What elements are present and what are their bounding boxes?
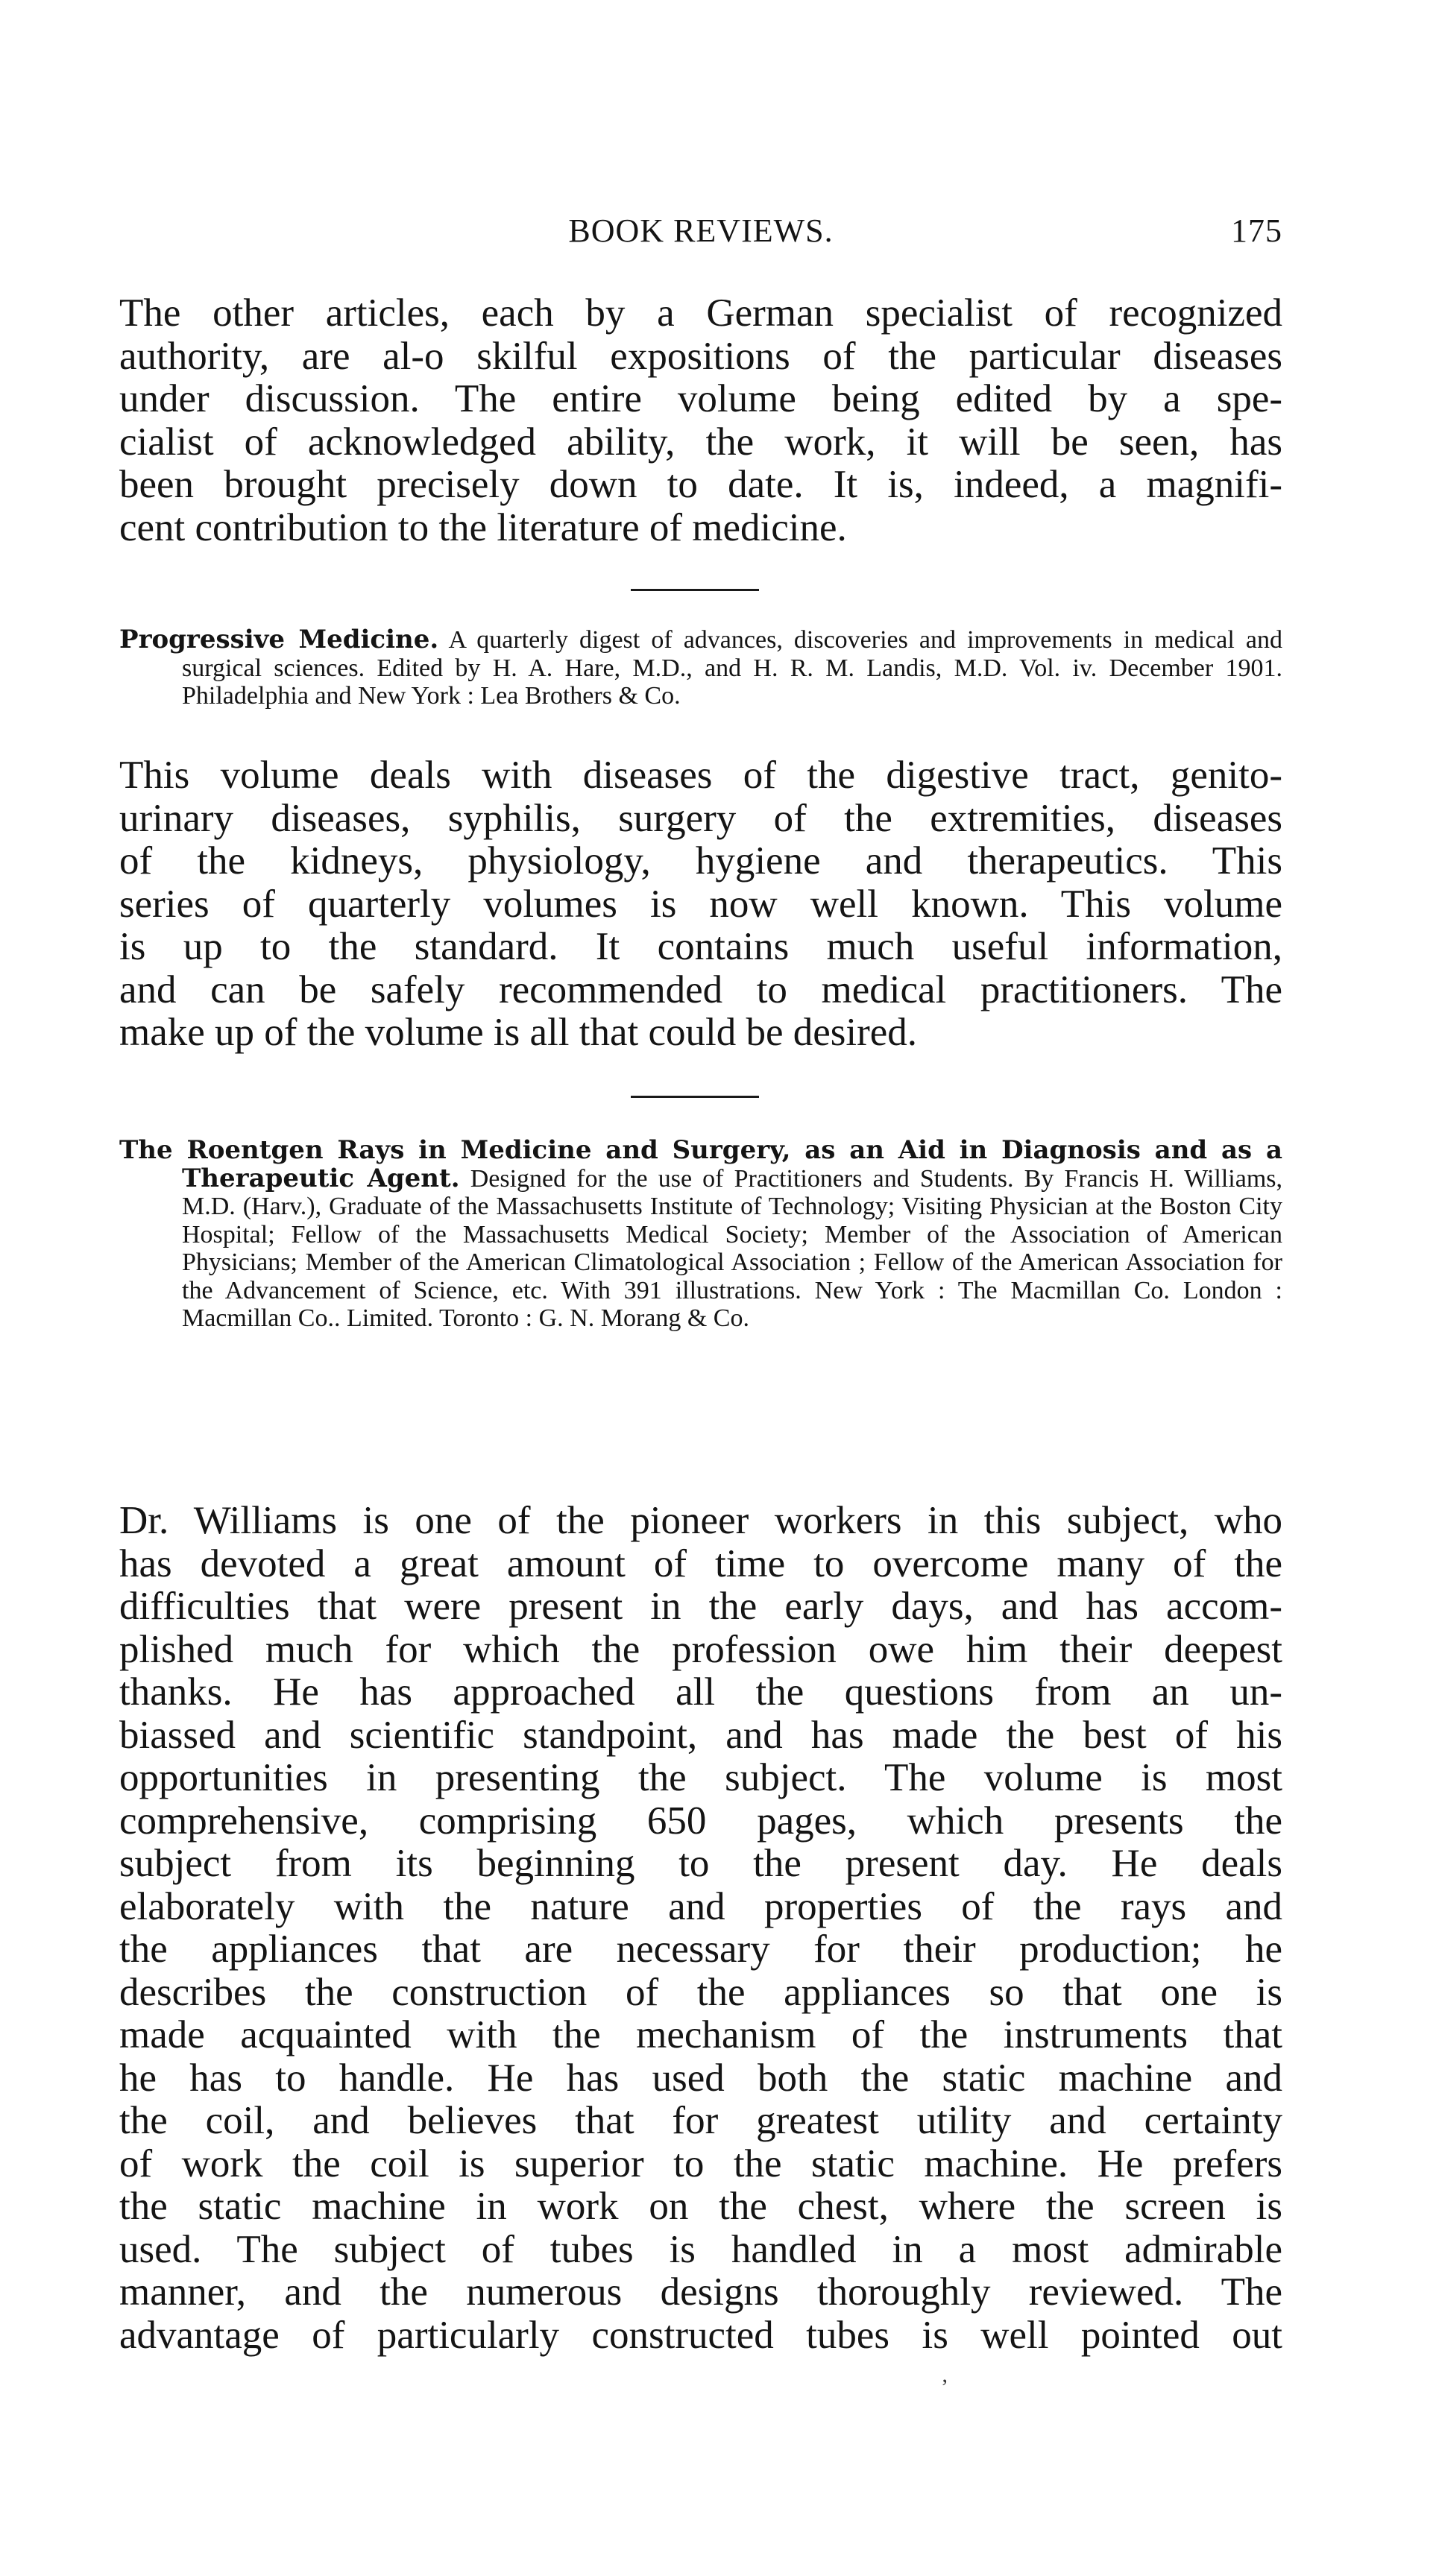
text-line: is up to the standard. It contains much useful information, [119,925,1282,968]
text-line: the coil, and believes that for greatest utility and certainty [119,2099,1282,2142]
citation-text: Designed for the use of Practitioners and Students. By Francis H. Williams, M.D. (Harv.), Graduate of the Massachusetts Institute of Technology; Visiting Physician at the Boston City Hospital; Fellow of the Massachusetts Medical Society; Member of the Association of American Physicians; Member of the American Climatological Association ; Fellow of the American Association for the Advancement of Science, etc. With 391 illustrations. New York : The Macmillan Co. London : Macmillan Co.. Limited. Toronto : G. N. Morang & Co. [182,1164,1283,1332]
text-line: cialist of acknowledged ability, the work, it will be seen, has [119,420,1282,464]
review-progressive-medicine [119,626,1282,710]
section-divider [631,1096,759,1098]
text-line: of work the coil is superior to the static machine. He prefers [119,2141,1282,2185]
text-line: subject from its beginning to the present day. He deals [119,1842,1282,1885]
ink-mark: ’ [941,2375,948,2399]
text-line: thanks. He has approached all the questions from an un- [119,1670,1282,1714]
text-line: Dr. Williams is one of the pioneer workers in this subject, who [119,1499,1282,1542]
text-line: make up of the volume is all that could be desired. [119,1011,918,1054]
text-line: manner, and the numerous designs thoroughly reviewed. The [119,2270,1282,2314]
text-line: biassed and scientific standpoint, and has made the best of his [119,1713,1282,1757]
text-line: the static machine in work on the chest, where the screen is [119,2185,1282,2228]
running-head [119,212,1282,256]
review-2-body [119,1500,1282,2357]
page-number: 175 [1231,212,1282,249]
text-line: made acquainted with the mechanism of the instruments that [119,2013,1282,2056]
text-line: and can be safely recommended to medical practitioners. The [119,967,1282,1011]
text-line: plished much for which the profession owe him their deepest [119,1627,1282,1671]
review-title: Progressive Medicine. [119,625,439,654]
text-line: used. The subject of tubes is handled in a most admirable [119,2227,1282,2271]
review-1-body [119,754,1282,1055]
text-line: elaborately with the nature and properties of the rays and [119,1884,1282,1928]
review-roentgen-rays [119,1137,1282,1333]
text-line: advantage of particularly constructed tubes is well pointed out [119,2313,1282,2357]
text-line: he has to handle. He has used both the static machine and [119,2056,1282,2100]
text-line: under discussion. The entire volume being edited by a spe- [119,377,1282,420]
text-line: authority, are al-o skilful expositions of the particular diseases [119,334,1282,378]
text-line: comprehensive, comprising 650 pages, which presents the [119,1799,1282,1843]
section-divider [631,589,759,591]
continued-paragraph [119,292,1282,549]
text-line: urinary diseases, syphilis, surgery of the extremities, diseases [119,796,1282,840]
running-title: BOOK REVIEWS. [568,212,834,249]
review-citation [119,626,1282,710]
text-line: opportunities in presenting the subject. The volume is most [119,1756,1282,1799]
review-title: The Roentgen Rays in Medicine and Surgery, as an Aid in Diagnosis and as a Therapeutic Agent. [119,1135,1282,1193]
text-line: cent contribution to the literature of medicine. [119,505,847,549]
text-line: series of quarterly volumes is now well known. This volume [119,882,1282,926]
review-body [119,754,1282,1055]
citation-text: A quarterly digest of advances, discoveries and improvements in medical and surgical sciences. Edited by H. A. Hare, M.D., and H. R. M. Landis, M.D. Vol. iv. December 1901. Philadelphia and New York : Lea Brothers & Co. [182,626,1283,710]
text-line: the appliances that are necessary for their production; he [119,1928,1282,1971]
review-citation [119,1137,1282,1333]
text-line: has devoted a great amount of time to overcome many of the [119,1541,1282,1585]
text-line: difficulties that were present in the early days, and has accom- [119,1585,1282,1628]
review-body [119,1500,1282,2357]
text-line: describes the construction of the appliances so that one is [119,1970,1282,2014]
text-line: of the kidneys, physiology, hygiene and therapeutics. This [119,839,1282,883]
text-line: This volume deals with diseases of the digestive tract, genito- [119,754,1282,797]
text-line: The other articles, each by a German specialist of recognized [119,291,1282,335]
text-line: been brought precisely down to date. It is, indeed, a magnifi- [119,463,1282,506]
paragraph-1 [119,292,1282,549]
